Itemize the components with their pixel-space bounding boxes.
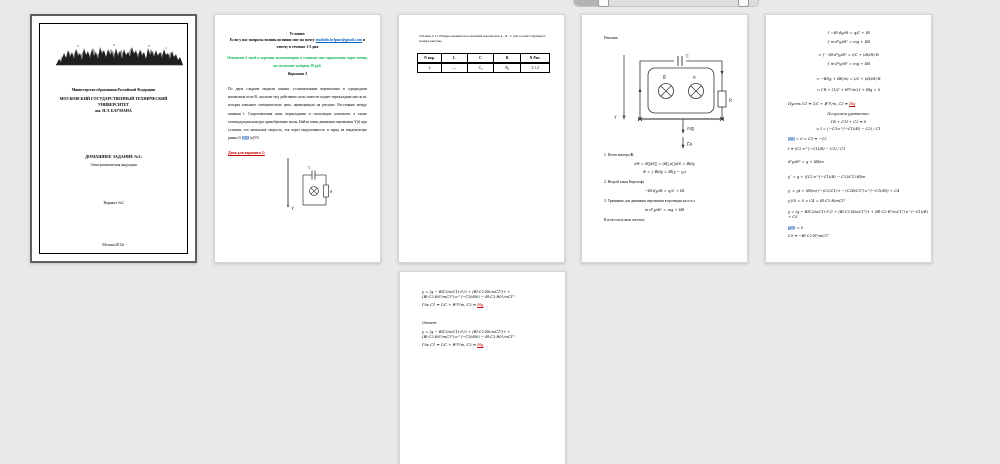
let-pre: Пусть C1 ≡ 1/C + B²l²/m, C2 ≡ [788, 102, 850, 106]
contact-text-after: и [362, 38, 366, 42]
step3-label: 3. Уравнение для движения перемычки в проекции на ось y [604, 199, 696, 203]
init-rest: = 0 ⇒ C3 ≡ −C2 [794, 137, 827, 141]
contact-text-before: Если у вас вопросы возникли пиши мне на почту [229, 38, 316, 42]
step2-label: 2. Второй закон Кирхгофа [604, 180, 644, 184]
assignment-subject: Электромагнитная индукция [90, 163, 137, 167]
problem-highlight: ЕДЗ [242, 136, 250, 141]
slider-handle-right[interactable] [738, 0, 749, 7]
cell-c: C₀ [467, 63, 494, 73]
solution-heading: Решение: [604, 36, 619, 40]
eq-sys2a: ⇒ { −Bl·d²y/dt² = I/C + (dI/dt)·R [818, 53, 879, 57]
resistor-label: R [330, 190, 333, 194]
slider-handle-left[interactable] [598, 0, 609, 7]
engraving-image [56, 40, 183, 66]
where-red-2: Blg [477, 343, 484, 347]
eq-line13: d²y/dt² = g + IBl/m [788, 160, 824, 164]
contact-line [215, 38, 380, 43]
n-vector-label: n⃗ [693, 75, 696, 80]
page-thumbnail-condition[interactable] [214, 14, 381, 263]
cell-nris: 3.1.2 [521, 63, 550, 73]
answer-formula-2: y = (g − BlC2/mC1)·t²/2 + (Bl·C2·R0/mC1²)·t + (Bl·C2·R0²/mC1³)·e^(−C1t/R0) − Bl·C2·R0²/mC1³ [422, 330, 515, 339]
eq-init-line [766, 137, 931, 142]
y-axis-label: Y [614, 115, 617, 120]
cell-nvar: 2 [418, 63, 442, 73]
problem-text: По двум гладким медным шинам, установленным вертикально в однородном магнитном поле В, скользит под действием силы тяжести падает перекладина массы m, которая замыкает электрическую цепь, приведенную на рисунке. Расстояние между шинами l. Сопротивления шин, перекладины и скользящих контактов, а также самоиндукция контура пренебрежимо малы. Найти закон движения перемычки Y(t) при условии, что начальная скорость, ток через индуктивность и заряд на конденсаторе равны 0. [228, 87, 367, 141]
table-header-row [418, 54, 550, 64]
axis-label: у [291, 205, 294, 210]
col-header-c: C [467, 54, 494, 64]
step1-label: 1. Поток вектора B⃗: [604, 153, 634, 157]
page-thumbnail-title[interactable] [30, 14, 197, 263]
b-vector-label: B⃗ [663, 75, 666, 80]
eq-line6: ⇒ I′R + (1/C + B²l²/m)·I + Blg = 0 [816, 88, 881, 92]
eq-line9: I′R + C1I + C2 ≡ 0 [830, 120, 867, 124]
eq-init2-line [766, 226, 931, 231]
cell-l: — [441, 63, 467, 73]
condition-circuit-figure [270, 155, 340, 217]
city-year: Москва,2012г [102, 243, 125, 247]
eq-line12: I ≡ (C2·e^(−C1t/R) − C2) / C1 [788, 147, 846, 151]
cell-r: R₀ [494, 63, 521, 73]
resistor-label: R [729, 98, 732, 103]
eq-get-label: Получаем уравнение: [827, 112, 870, 116]
eq-sys2b: { m·d²y/dt² = mg + IBl [827, 62, 870, 66]
where-pre-2: Где C1 ≡ 1/C + B²l²/m, C2 ≡ [422, 343, 478, 347]
contact-line-2: отвечу в течение 1-2 дня [276, 45, 319, 49]
problem-statement [228, 85, 367, 142]
assignment-title: ДОМАШНЕЕ ЗАДАНИЕ №3: [85, 154, 142, 159]
promo-text: Оставьте 5 звезд и хорошие комментарии и скиньте мне скриншоты через почту, вы получите подарок 20 руб. [227, 56, 368, 68]
eq-line17: y = (g − BlC2/mC1)·t²/2 + (Bl·C2·R/mC1²)·t + (Bl·C2·R²/mC1³)·e^(−C1t/R) + C5 [788, 210, 928, 219]
fa-vector-label: F⃗A [687, 142, 693, 147]
eq-let-line [766, 102, 931, 107]
col-header-l: L [441, 54, 467, 64]
answer-where-2 [400, 343, 565, 348]
eq-sys1a: { −Bl·dy/dt = q/C + IR [827, 31, 870, 35]
eq-line19: C5 ≡ −Bl·C2·R²/mC1³ [788, 234, 829, 238]
solution-diagram [602, 51, 737, 151]
eq-sys1b: { m·d²y/dt² = mg + IBl [827, 40, 870, 44]
eq-line10: ⇒ I = (−C3·e^(−C1t/R) − C2) / C1 [816, 127, 881, 131]
step2-eq: −Bl·dy/dt = q/C + IR [644, 189, 685, 193]
answer-where-1 [400, 303, 565, 308]
table-row [418, 63, 550, 73]
capacitor-label: C [686, 53, 689, 59]
variant-heading: Вариант 2 [287, 71, 308, 76]
init2-rest: = 0 [795, 226, 804, 230]
eq-line5: ⇒ −Bl(g + IBl/m) = I/C + (dI/dt)·R [816, 77, 881, 81]
university-name-2: им. Н.Э. БАУМАНА [95, 108, 132, 113]
closing-label: В итоге получаем систему: [604, 218, 646, 222]
table-caption: Таблица 3.1.1 Номера вариантов и значения параметров L , R , С для соответствующего номера рисунка [419, 34, 546, 43]
university-name: МОСКОВСКИЙ ГОСУДАРСТВЕННЫЙ ТЕХНИЧЕСКИЙ УНИВЕРСИТЕТ [59, 96, 168, 107]
email-link[interactable]: studinfo.helpme@gmail.com [315, 38, 363, 42]
col-header-nvar: N вар. [418, 54, 442, 64]
step3-eq: m·d²y/dt² = mg + IBl [644, 208, 685, 212]
step1-eq1: dΦ = B⃗dS⃗ = (B⃗,n⃗)dS = Bldy [634, 162, 695, 166]
init-hl: I(0) [788, 137, 795, 141]
page-thumbnail-equations[interactable] [765, 14, 932, 263]
given-label: Дано для варианта 2: [228, 151, 265, 155]
variants-table [417, 53, 550, 73]
page-thumbnail-answer[interactable] [399, 271, 566, 464]
title-page-frame [39, 23, 188, 254]
col-header-nris: N Рис. [521, 54, 550, 64]
page-thumbnail-table[interactable] [398, 14, 565, 263]
solution-steps [592, 153, 737, 223]
answer-label: Ответ: [422, 321, 438, 325]
answer-formula-1: y = (g − BlC2/mC1)·t²/2 + (Bl·C2·R0/mC1²)·t + (Bl·C2·R0²/mC1³)·e^(−C1t/R0) − Bl·C2·R0²/mC1³ [422, 290, 515, 299]
step1-eq2: Φ = ∫ Bldy = Bl(y − y₀) [642, 170, 687, 174]
init2-hl: y(0) [788, 226, 796, 230]
mg-vector-label: mg⃗ [687, 126, 694, 131]
eq-line14: y″ = g + ((C2·e^(−C1t/R) − C2)/C1)·Bl/m [788, 175, 866, 179]
capacitor-label: С [308, 165, 311, 170]
condition-heading: Условие: [289, 31, 306, 36]
where-pre-1: Где C1 ≡ 1/C + B²l²/m, C2 ≡ [422, 303, 478, 307]
ministry-line: Министерство образования Российской Федерации [71, 88, 156, 92]
problem-tail: (а)У0. [249, 136, 260, 141]
eq-line15: y′ = gt + (Bl/m)·(−(C2/C1)·t − (C2R/C1²)·e^(−C1t/R)) + C4 [788, 189, 900, 193]
col-header-r: R [494, 54, 521, 64]
eq-line16: y′(0) = 0 ⇒ C4 = Bl·C2·R/mC1² [788, 199, 846, 203]
zoom-slider[interactable] [573, 0, 759, 7]
let-red: Blg [849, 102, 856, 106]
variant-number: Вариант №2 [103, 201, 124, 205]
where-red-1: Blg [477, 303, 484, 307]
page-thumbnail-solution[interactable] [581, 14, 748, 263]
